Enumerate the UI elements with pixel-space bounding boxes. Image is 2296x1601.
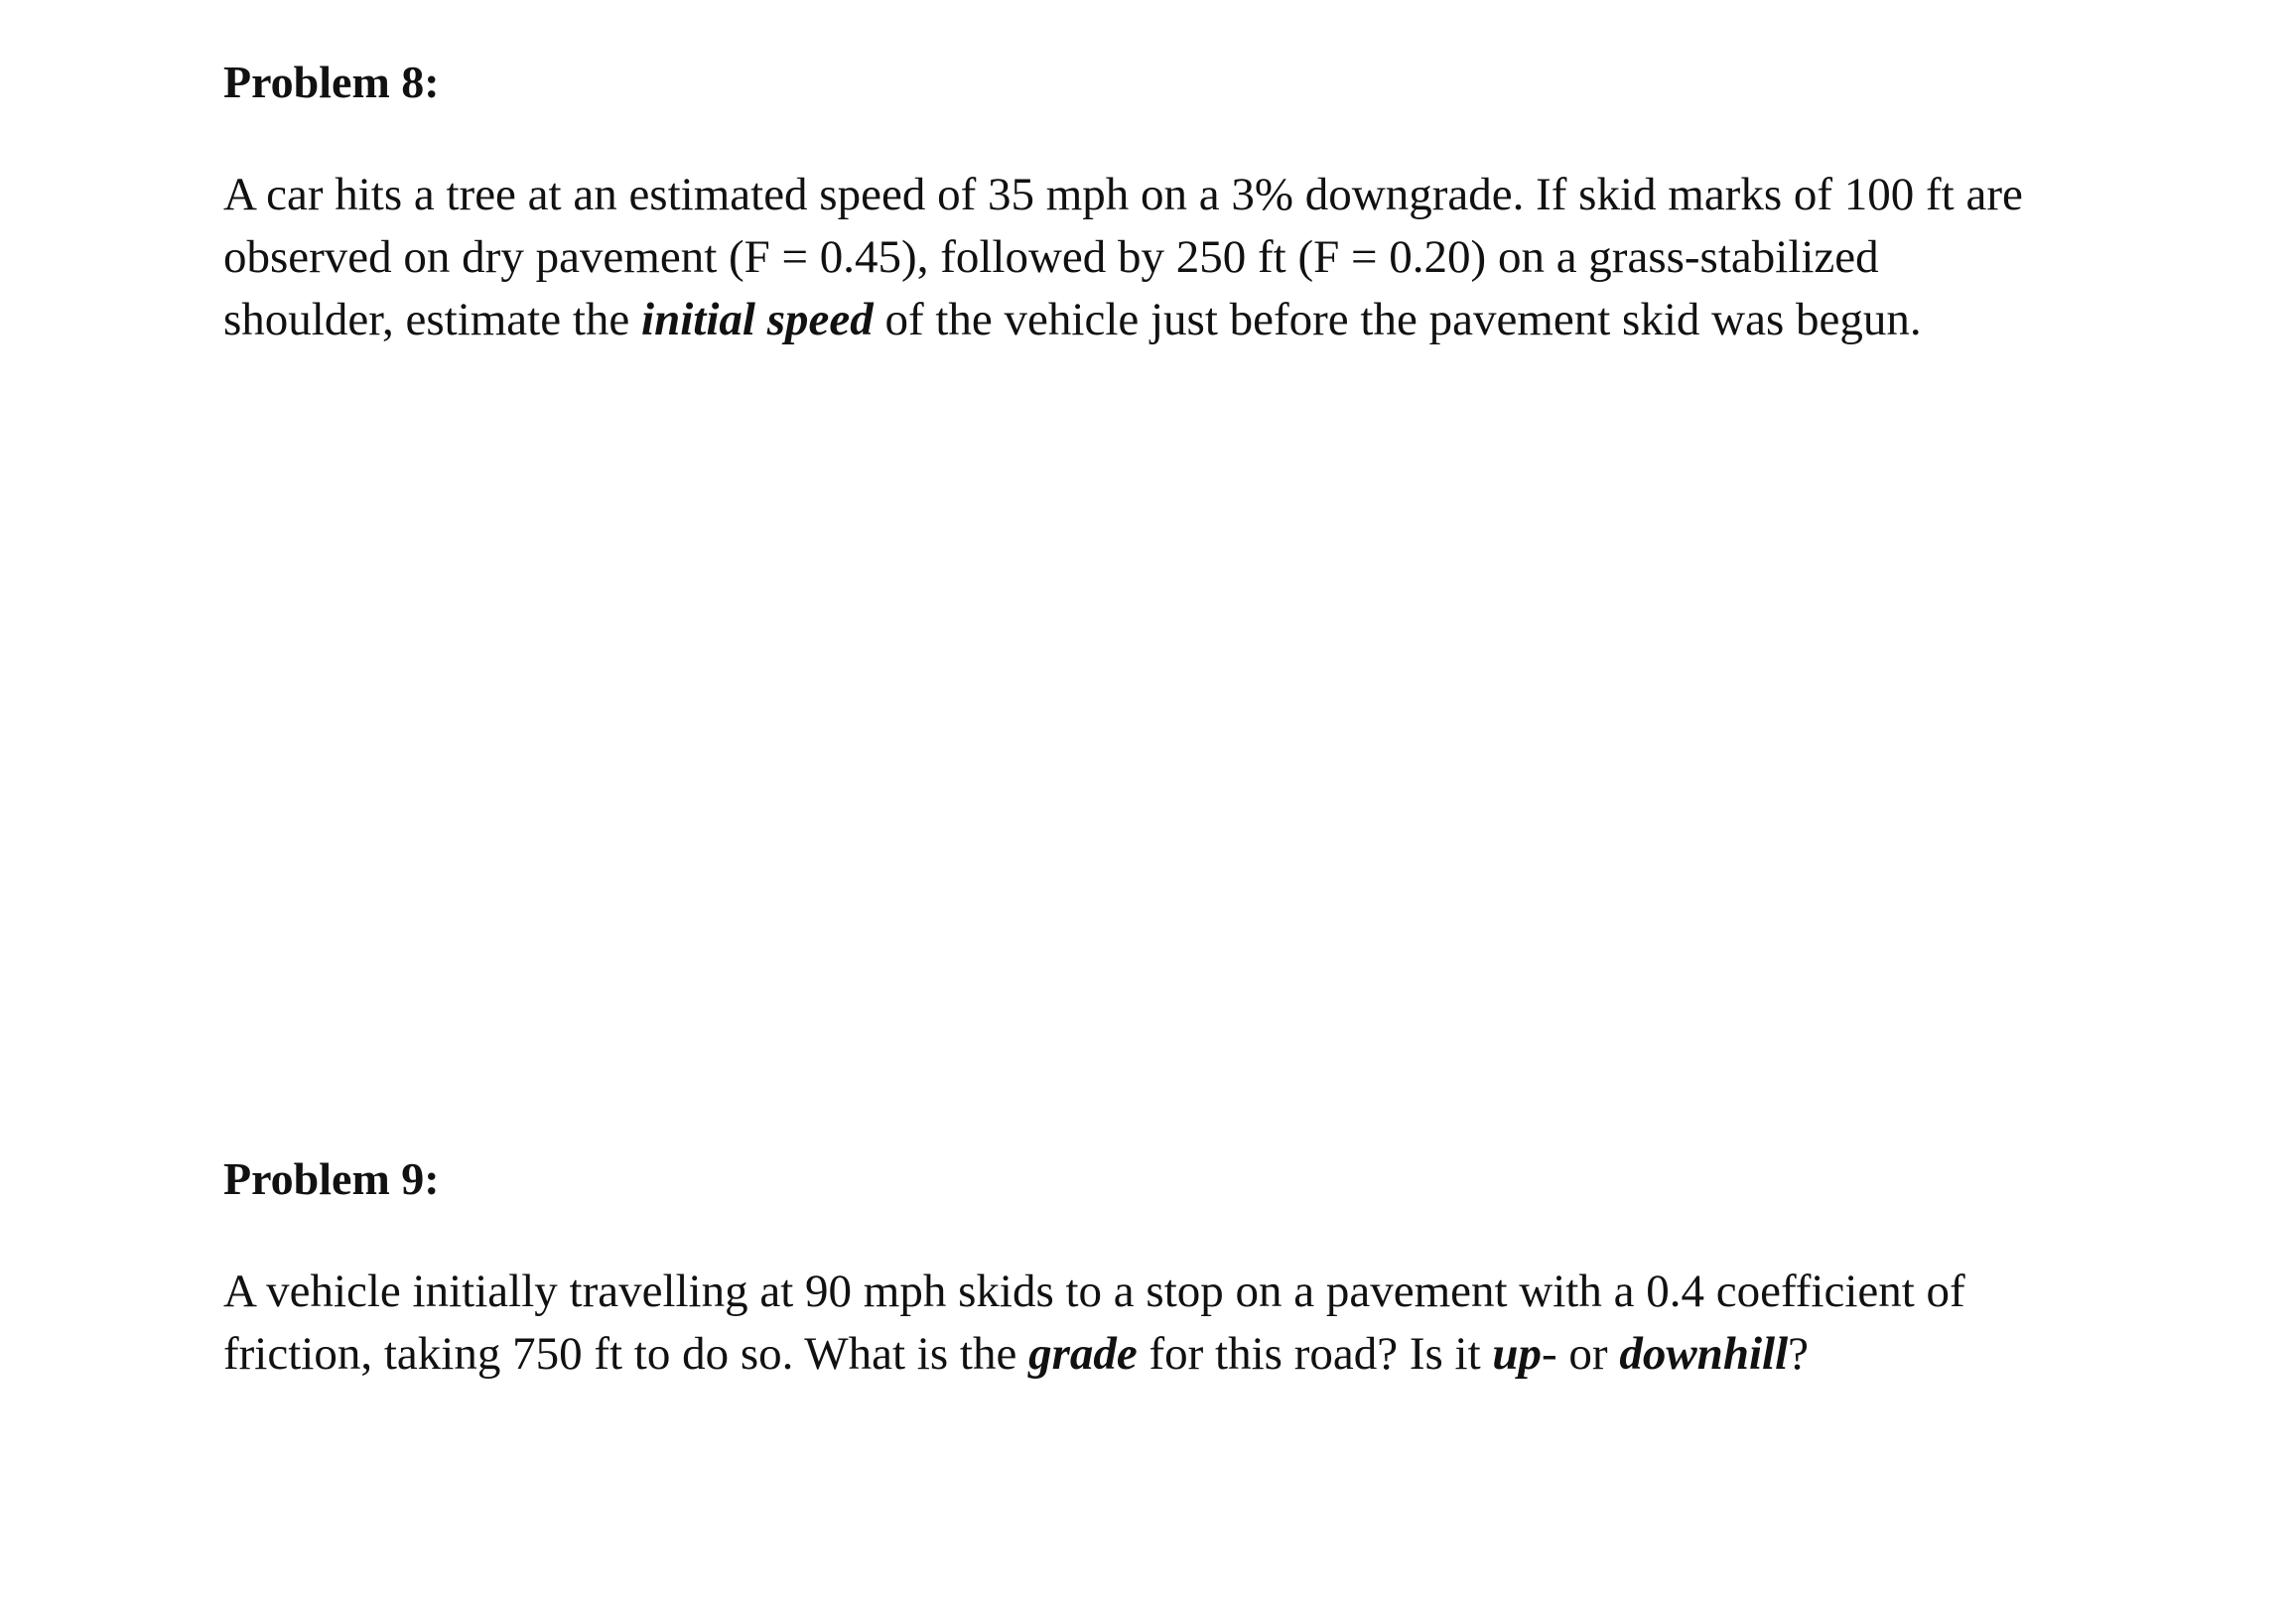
- problem-9-line-2-part-4: ?: [1788, 1328, 1810, 1380]
- problem-8-line-3: [223, 289, 2023, 351]
- problem-9-line-2-part-3: - or: [1542, 1328, 1620, 1380]
- problem-8-heading: Problem 8:: [223, 57, 440, 107]
- problem-8-text: [223, 164, 2023, 351]
- problem-9-line-2-part-1: friction, taking 750 ft to do so. What is the: [223, 1328, 1029, 1380]
- emphasis-up: up: [1492, 1328, 1543, 1380]
- problem-9-line-2: [223, 1323, 1965, 1386]
- problem-8-line-3-start: shoulder, estimate the: [223, 294, 642, 345]
- problem-8-line-1: A car hits a tree at an estimated speed of 35 mph on a 3% downgrade. If skid marks of 100 ft are: [223, 169, 2023, 220]
- emphasis-downhill: downhill: [1619, 1328, 1789, 1380]
- problem-9-line-2-part-2: for this road? Is it: [1137, 1328, 1493, 1380]
- emphasis-initial-speed: initial speed: [641, 294, 874, 345]
- problem-9-text: [223, 1261, 1965, 1386]
- problem-9-heading: Problem 9:: [223, 1153, 440, 1204]
- problem-8-line-2: observed on dry pavement (F = 0.45), followed by 250 ft (F = 0.20) on a grass-stabilized: [223, 231, 1879, 283]
- problem-8-line-3-end: of the vehicle just before the pavement skid was begun.: [873, 294, 1922, 345]
- emphasis-grade: grade: [1028, 1328, 1138, 1380]
- problem-9-line-1: A vehicle initially travelling at 90 mph skids to a stop on a pavement with a 0.4 coefficient of: [223, 1266, 1965, 1317]
